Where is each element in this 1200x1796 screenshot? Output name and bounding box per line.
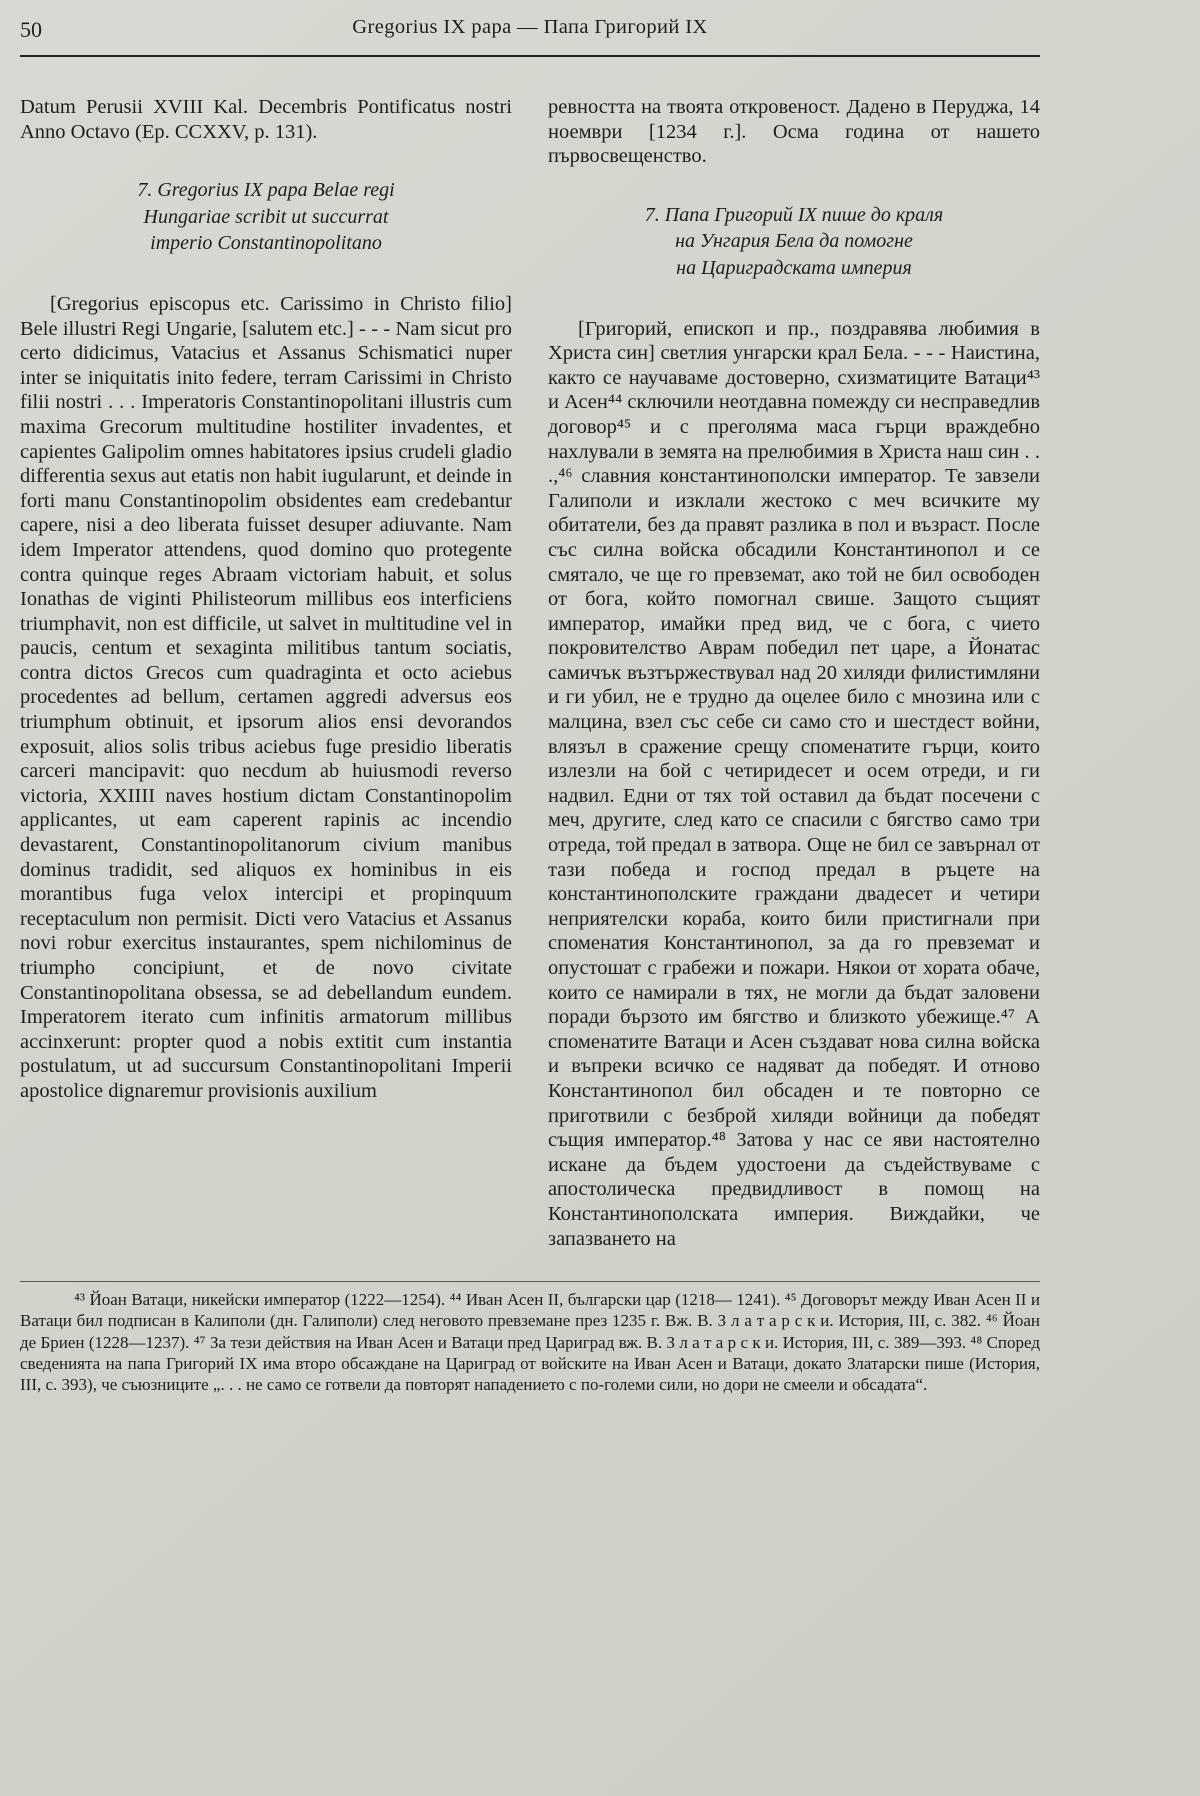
bulgarian-body-paragraph: [Григорий, епископ и пр., поздравява любимия в Христа син] светлия унгарски крал Бела. - - - Наистина, както се научаваме достоверно, схизматиците Ватаци⁴³ и Асен⁴⁴ сключили неотдавна помежду си несправедлив договор⁴⁵ и с преголяма маса гърци враждебно нахлували в земята на прелюбимия в Христа наш син . . .,⁴⁶ славния константинополски император. Те завзели Галиполи и изклали жестоко с меч всичките му обитатели, без да правят разлика в пол и възраст. После със силна войска обсадили Константинопол и се смятало, че ще го превземат, ако той не бил освободен от бога, който помогнал свише. Защото същият император, имайки пред вид, че с бога, с чието покровителство Аврам победил пет царе, а Йонатас самичък възтържествувал над 20 хиляди филистимляни и ги убил, не е трудно да оцелее било с мнозина или с малцина, взел със себе си само сто и шестдест войни, влязъл в сражение срещу споменатите гърци, които излезли на бой с четиридесет и осем отреди, и ги надвил. Едни от тях той оставил да бъдат посечени с меч, другите, след като се спасили с бягство само три отреда, той предал в затвора. Още не бил се завърнал от тази победа и господ предал в ръцете на константинополските граждани двадесет и четири неприятелски кораба, които били пристигнали при споменатия Константинопол, за да го превземат и опустошат с грабежи и пожари. Някои от хората обаче, които се намирали в тях, не могли да бъдат заловени поради бързото им бягство и близкото убежище.⁴⁷ А споменатите Ватаци и Асен създават нова силна войска и въпреки всичко се надяват да победят. И отново Константинопол бил обсаден и те повторно се приготвили с безброй хиляди войници да победят същия император.⁴⁸ Затова у нас се яви настоятелно искане да бъдем удостоени да съдействуваме с апостолическа предвидливост в помощ на Константинополската империя. Виждайки, че запазването на [548, 317, 1040, 1250]
latin-heading-line-2: Hungariae scribit ut succurrat [143, 205, 389, 228]
latin-section-heading [20, 177, 512, 257]
bulgarian-intro-paragraph: ревността на твоята откровеност. Дадено в Перуджа, 14 ноември [1234 г.]. Осма година от нашето първосвещенство. [548, 96, 1040, 168]
bulgarian-heading-line-1: 7. Папа Григорий IX пише до краля [644, 203, 944, 226]
page-number: 50 [20, 17, 42, 42]
footnotes-section [20, 1281, 1040, 1395]
page-header [20, 16, 1040, 46]
latin-intro-paragraph: Datum Perusii XVIII Kal. Decembris Pontificatus nostri Anno Octavo (Ep. CCXXV, p. 131). [20, 96, 512, 143]
latin-heading-line-1: 7. Gregorius IX papa Belae regi [137, 179, 395, 202]
running-title: Gregorius IX papa — Папа Григорий IX [352, 16, 708, 38]
bulgarian-heading-line-3: на Цариградската империя [676, 256, 912, 279]
footnote-text: ⁴³ Йоан Ватаци, никейски император (1222—1254). ⁴⁴ Иван Асен II, български цар (1218— 1241). ⁴⁵ Договорът между Иван Асен II и Ватаци бил подписан в Калиполи (дн. Галиполи) след неговото превземане през 1235 г. Вж. В. З л а т а р с к и. История, III, с. 382. ⁴⁶ Йоан де Бриен (1228—1237). ⁴⁷ За тези действия на Иван Асен и Ватаци пред Цариград вж. В. З л а т а р с к и. История, III, с. 389—393. ⁴⁸ Според сведенията на папа Григорий IX има второ обсаждане на Цариград от войските на Иван Асен и Ватаци, докато Златарски пише (История, III, с. 393), че съюзниците „. . . не само се готвели да повторят нападението с по-големи сили, но дори не смеели и обсадата“. [20, 1290, 1040, 1395]
latin-heading-line-3: imperio Constantinopolitano [150, 232, 382, 255]
text-columns [20, 95, 1040, 1251]
latin-body-paragraph: [Gregorius episcopus etc. Carissimo in Christo filio] Bele illustri Regi Ungarie, [salutem etc.] - - - Nam sicut pro certo didicimus, Vatacius et Assanus Schismatici nuper inter se iniquitatis inito federe, terram Carissimi in Christo filii nostri . . . Imperatoris Constantinopolitani illustris cum maxima Grecorum multitudine hostiliter invadentes, et capientes Galipolim omnes habitatores ipsius crudeli gladio differentia sexus aut etatis non habit iugularunt, et deinde in forti manu Constantinopolim obsidentes eam credebantur capere, nisi a deo liberata fuisset desuper adiuvante. Nam idem Imperator attendens, quod domino quo protegente contra quinque reges Abraam victoriam habuit, et solus Ionathas de viginti Philisteorum millibus eos interficiens triumphavit, non est difficile, ut salvet in multitudine vel in paucis, centum et sexaginta militibus tantum sociatis, contra dictos Grecos cum quadraginta et octo aciebus procedentes ad bellum, certamen aggredi adversus eos triumphum obtinuit, et ipsorum alios ensi devorandos exposuit, alios solis tribus aciebus fuge presidio liberatis carceri mancipavit: quo necdum ab huiusmodi reverso victoria, XXIIII naves hostium dictam Constantinopolim applicantes, ut eam caperent rapinis ac incendio devastarent, Constantinopolitanorum civium manibus dominus tradidit, sed aliquos ex hominibus in eis morantibus fuga velox intercipi et propinquum receptaculum non permisit. Dicti vero Vatacius et Assanus novi robur exercitus instaurantes, spem nichilominus de triumpho concipiunt, et de novo civitate Constantinopolitana obsessa, se ad debellandum eundem. Imperatorem iterato cum infinitis armatorum millibus accinxerunt: propter quod a nobis extitit cum instantia postulatum, ut ad succursum Constantinopolitani Imperii apostolice dignaremur provisionis auxilium [20, 292, 512, 1102]
bulgarian-heading-line-2: на Унгария Бела да помогне [675, 230, 913, 253]
bulgarian-column [548, 95, 1040, 1251]
header-rule [20, 55, 1040, 57]
book-page [20, 0, 1040, 1395]
bulgarian-section-heading [548, 202, 1040, 282]
latin-column [20, 95, 512, 1251]
